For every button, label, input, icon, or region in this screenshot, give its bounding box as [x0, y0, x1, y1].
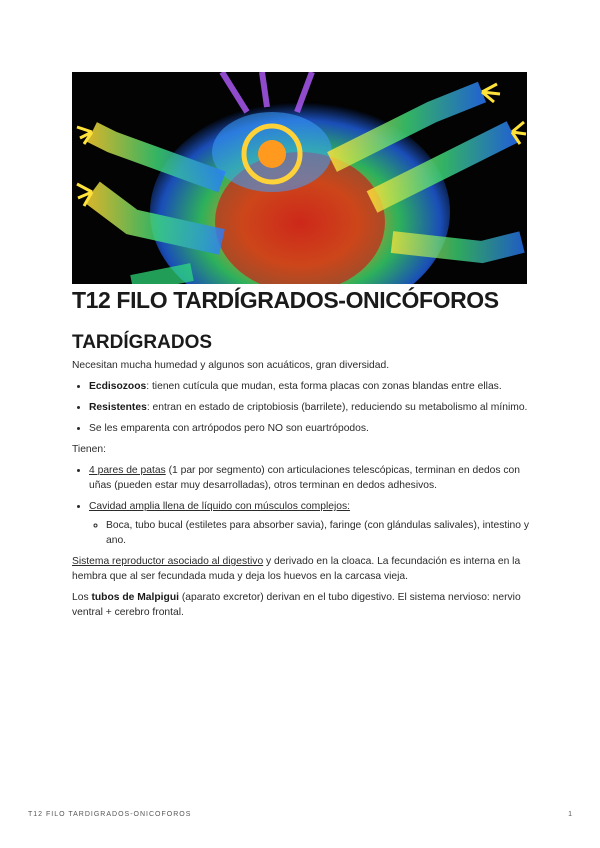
tardigrade-illustration	[72, 72, 527, 284]
tienen-label: Tienen:	[72, 444, 106, 455]
bullet-text: (1 par por segmento) con articulaciones telescópicas, terminan en dedos con uñas (pueden estar muy desarrolladas), otros terminan en dedos adhesivos.	[89, 465, 521, 491]
intro-paragraph: Necesitan mucha humedad y algunos son acuáticos, gran diversidad.	[72, 360, 390, 371]
features-list	[72, 379, 532, 436]
reproductive-text: y derivado en la cloaca. La fecundación es interna en la hembra que al ser fecundada muda y deja los huevos en la carcasa vieja.	[72, 556, 521, 582]
reproductive-paragraph	[72, 554, 532, 584]
list-item	[89, 421, 532, 436]
bullet-text: Se les emparenta con artrópodos pero NO son euartrópodos.	[89, 423, 369, 434]
list-item	[89, 379, 532, 394]
reproductive-underlined: Sistema reproductor asociado al digestivo	[72, 556, 264, 567]
excretory-bold: tubos de Malpigui	[91, 592, 179, 603]
document-title: T12 FILO TARDÍGRADOS-ONICÓFOROS	[72, 287, 499, 313]
cover-image-tardigrade	[72, 72, 527, 284]
document-body	[72, 358, 532, 626]
page-number: 1	[568, 811, 572, 818]
bullet-underlined: Cavidad amplia llena de líquido con músculos complejos:	[89, 501, 350, 512]
footer-label: T12 FILO TARDIGRADOS-ONICOFOROS	[28, 811, 192, 818]
excretory-text: (aparato excretor) derivan en el tubo digestivo. El sistema nervioso: nervio ventral + cerebro frontal.	[72, 592, 521, 618]
list-item	[89, 499, 532, 548]
list-item	[89, 400, 532, 415]
sub-list-item: ◦ Boca, tubo bucal (estiletes para absorber savia), faringe (con glándulas salivales), intestino y ano.	[106, 518, 532, 548]
bullet-underlined: 4 pares de patas	[89, 465, 166, 476]
bullet-bold: Ecdisozoos	[89, 381, 147, 392]
section-heading: TARDÍGRADOS	[72, 332, 213, 353]
bullet-bold: Resistentes	[89, 402, 147, 413]
excretory-paragraph	[72, 590, 532, 620]
bullet-text: : entran en estado de criptobiosis (barrilete), reduciendo su metabolismo al mínimo.	[146, 402, 528, 413]
list-item	[89, 463, 532, 493]
sub-list	[89, 518, 532, 548]
anatomy-list	[72, 463, 532, 548]
excretory-pre: Los	[72, 592, 92, 603]
bullet-text: : tienen cutícula que mudan, esta forma placas con zonas blandas entre ellas.	[146, 381, 502, 392]
